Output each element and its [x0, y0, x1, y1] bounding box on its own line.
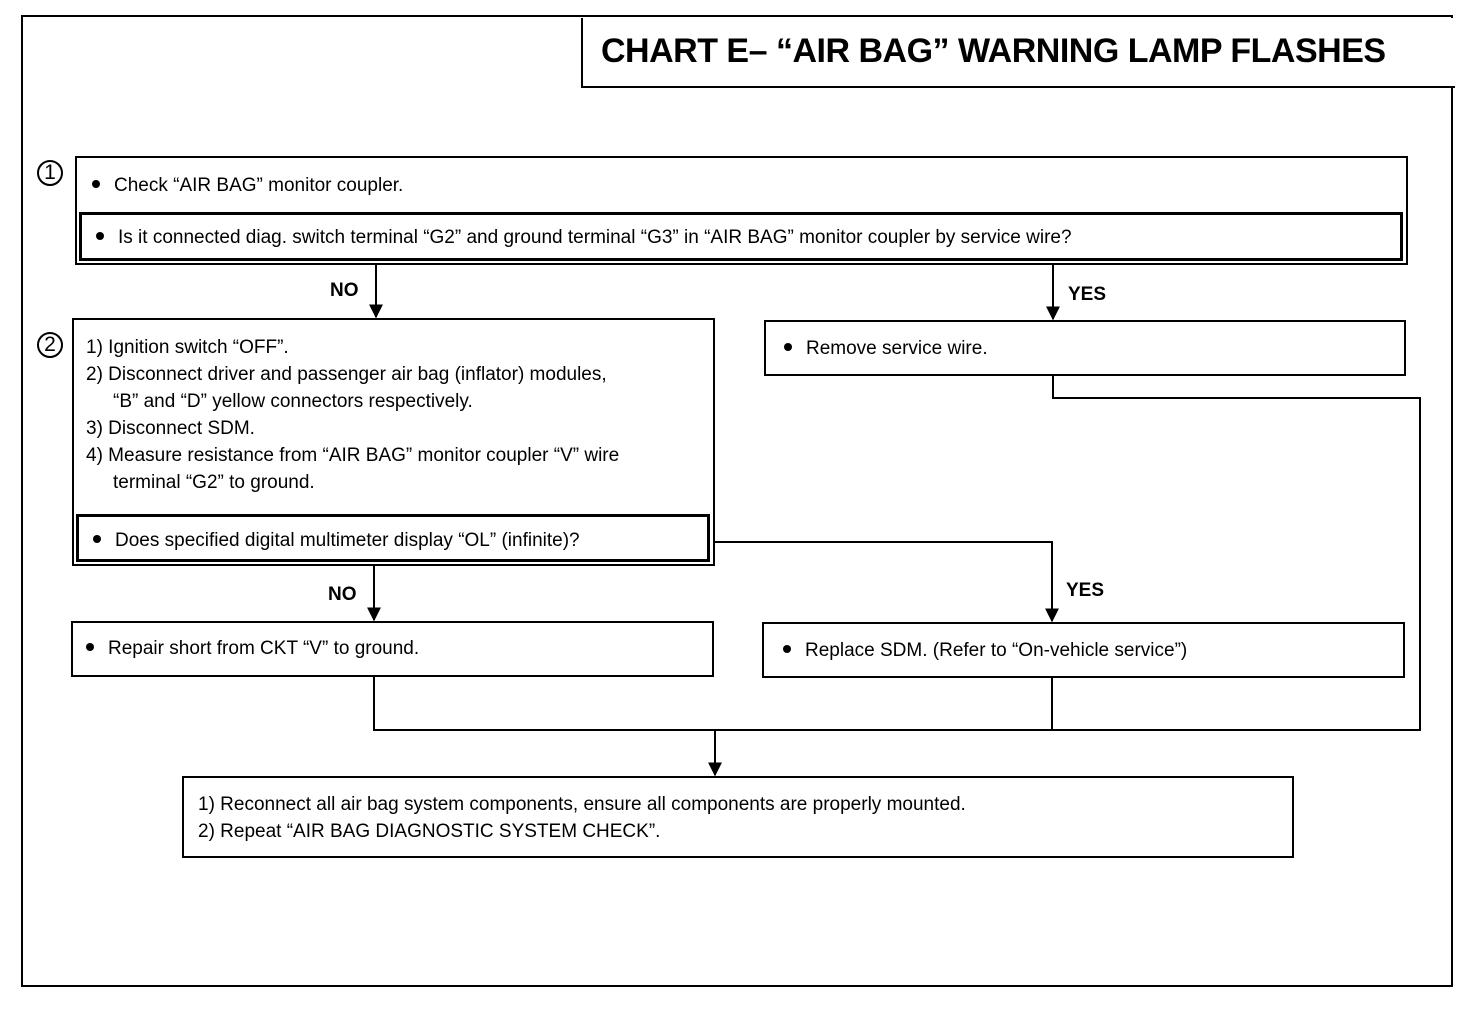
step2-no-label: NO [328, 584, 357, 605]
step2-item-3: 3) Disconnect SDM. [86, 418, 255, 439]
bullet-icon [92, 180, 100, 188]
replace-sdm-text: Replace SDM. (Refer to “On-vehicle service”) [783, 637, 1187, 664]
step1-number: 1 [37, 160, 63, 186]
step1-no-label: NO [330, 280, 359, 301]
step2-items [86, 334, 619, 496]
connector-step2-yes [712, 542, 1052, 621]
final-items [198, 791, 966, 845]
step2-item-4-cont: terminal “G2” to ground. [113, 472, 315, 493]
step1-check: Check “AIR BAG” monitor coupler. [92, 172, 403, 199]
bullet-icon [96, 232, 104, 240]
chart-title: CHART E– “AIR BAG” WARNING LAMP FLASHES [601, 32, 1386, 70]
step1-question: Is it connected diag. switch terminal “G2” and ground terminal “G3” in “AIR BAG” monitor coupler by service wire? [96, 224, 1072, 251]
final-item-1: 1) Reconnect all air bag system components, ensure all components are properly mounted. [198, 794, 966, 815]
step2-question: Does specified digital multimeter display “OL” (infinite)? [93, 527, 580, 554]
bullet-icon [784, 343, 792, 351]
step2-item-1: 1) Ignition switch “OFF”. [86, 337, 289, 358]
remove-service-wire-text: Remove service wire. [784, 335, 988, 362]
step2-item-4: 4) Measure resistance from “AIR BAG” monitor coupler “V” wire [86, 445, 620, 466]
step2-item-2: 2) Disconnect driver and passenger air bag (inflator) modules, [86, 364, 607, 385]
step1-yes-label: YES [1068, 284, 1107, 305]
step2-yes-label: YES [1066, 580, 1105, 601]
final-item-2: 2) Repeat “AIR BAG DIAGNOSTIC SYSTEM CHECK”. [198, 821, 661, 842]
repair-short-text: Repair short from CKT “V” to ground. [86, 635, 419, 662]
bullet-icon [93, 535, 101, 543]
step2-item-2-cont: “B” and “D” yellow connectors respectively. [113, 391, 473, 412]
step2-number: 2 [37, 332, 63, 358]
bullet-icon [86, 643, 94, 651]
connector-repair-merge [374, 677, 1052, 730]
bullet-icon [783, 645, 791, 653]
